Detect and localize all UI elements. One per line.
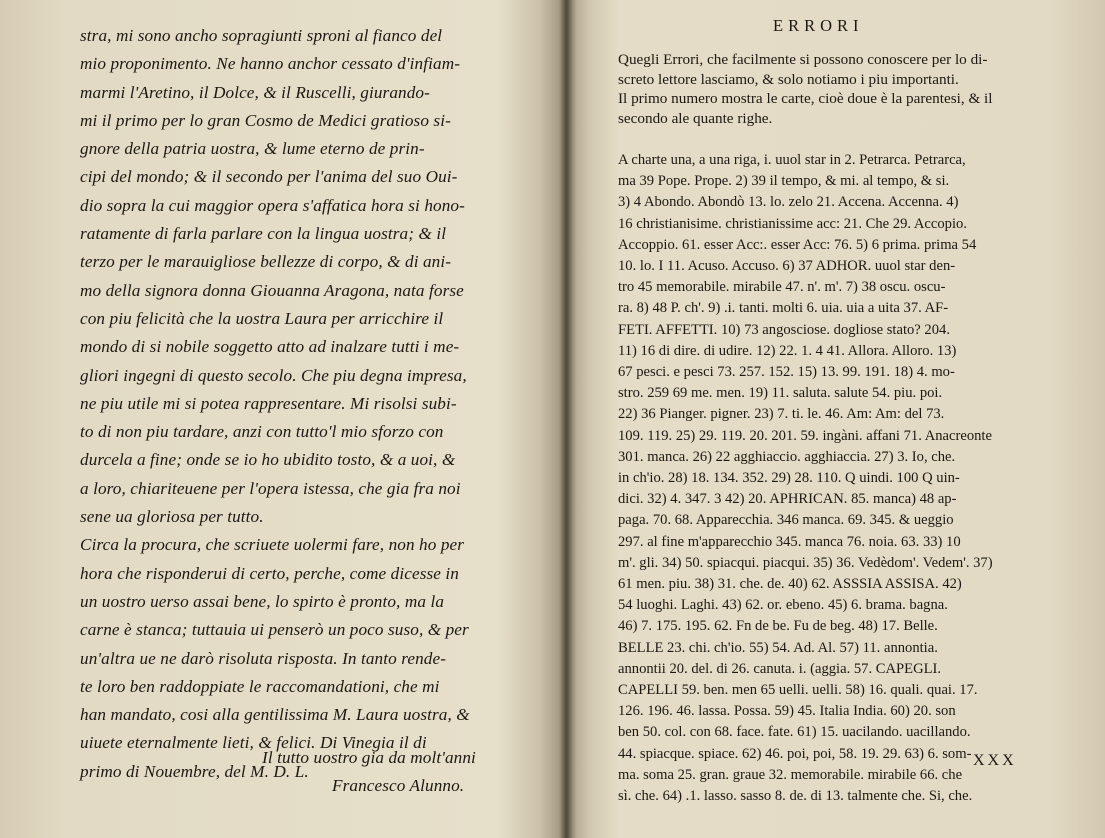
letter-line: uiuete eternalmente lieti, & felici. Di Vinegia il di [80, 733, 427, 753]
signature-line: Il tutto uostro gia da molt'anni [262, 748, 476, 767]
intro-line: Il primo numero mostra le carte, cioè doue è la parentesi, & il [618, 90, 993, 107]
letter-line: mi il primo per lo gran Cosmo de Medici gratioso si- [80, 110, 451, 130]
right-page [568, 0, 1105, 838]
errata-line: ra. 8) 48 P. ch'. 9) .i. tanti. molti 6. uia. uia a uita 37. AF- [618, 300, 949, 317]
errata-line: 126. 196. 46. lassa. Possa. 59) 45. Italia India. 60) 20. son [618, 703, 956, 720]
errata-line: Accoppio. 61. esser Acc:. esser Acc: 76. 5) 6 prima. prima 54 [618, 236, 977, 253]
errata-line: ma 39 Pope. Prope. 2) 39 il tempo, & mi. al tempo, & si. [618, 173, 950, 190]
letter-signature [262, 744, 582, 800]
errata-line: 46) 7. 175. 195. 62. Fn de be. Fu de beg. 48) 17. Belle. [618, 618, 938, 635]
errata-list [618, 150, 1093, 807]
errata-line: 3) 4 Abondo. Abondò 13. lo. zelo 21. Accena. Accenna. 4) [618, 194, 959, 211]
letter-line: mo della signora donna Giouanna Aragona, nata forse [80, 280, 464, 300]
letter-line: Circa la procura, che scriuete uolermi fare, non ho per [80, 535, 465, 555]
errata-line: m'. gli. 34) 50. spiacqui. piacqui. 35) 36. Vedèdom'. Vedem'. 37) [618, 554, 993, 571]
errata-line: annontii 20. del. di 26. canuta. i. (aggia. 57. CAPEGLI. [618, 660, 942, 677]
letter-line: dio sopra la cui maggior opera s'affatica hora si hono- [80, 195, 465, 215]
letter-line: mondo di si nobile soggetto atto ad inalzare tutti i me- [80, 337, 460, 357]
signature-name: Francesco Alunno. [332, 776, 465, 795]
letter-line: gnore della patria uostra, & lume eterno de prin- [80, 139, 425, 159]
letter-line: durcela a fine; onde se io ho ubidito tosto, & a uoi, & [80, 450, 456, 470]
letter-line: sene ua gloriosa per tutto. [80, 507, 264, 527]
errata-line: 11) 16 di dire. di udire. 12) 22. 1. 4 41. Allora. Alloro. 13) [618, 342, 957, 359]
intro-line: screto lettore lasciamo, & solo notiamo i piu importanti. [618, 70, 959, 88]
errata-line: 54 luoghi. Laghi. 43) 62. or. ebeno. 45) 6. brama. bagna. [618, 597, 948, 614]
errata-line: FETI. AFFETTI. 10) 73 angosciose. dogliose stato? 204. [618, 321, 950, 338]
errata-line: paga. 70. 68. Apparecchia. 346 manca. 69. 345. & ueggio [618, 512, 954, 529]
errata-line: 301. manca. 26) 22 agghiaccio. agghiaccia. 27) 3. Io, che. [618, 448, 956, 465]
letter-line: mio proponimento. Ne hanno anchor cessato d'infiam- [80, 54, 461, 74]
letter-text [80, 22, 525, 795]
letter-line: marmi l'Aretino, il Dolce, & il Ruscelli, giurando- [80, 82, 430, 102]
errata-line: ben 50. col. con 68. face. fate. 61) 15. uacilando. uacillando. [618, 724, 971, 741]
letter-line: te loro ben raddoppiate le raccomandationi, che mi [80, 676, 440, 696]
errata-line: 44. spiacque. spiace. 62) 46. poi, poi, 58. 19. 29. 63) 6. som- [618, 745, 972, 762]
letter-line: stra, mi sono ancho sopragiunti sproni al fianco del [80, 26, 443, 45]
errata-line: CAPELLI 59. ben. men 65 uelli. uelli. 58) 16. quali. quai. 17. [618, 682, 978, 699]
letter-line: terzo per le marauigliose bellezze di corpo, & di ani- [80, 252, 452, 272]
errata-line: stro. 259 69 me. men. 19) 11. saluta. salute 54. piu. poi. [618, 385, 943, 402]
letter-line: carne è stanca; tuttauia ui penserò un poco suso, & per [80, 620, 469, 640]
errata-line: dici. 32) 4. 347. 3 42) 20. APHRICAN. 85. manca) 48 ap- [618, 491, 957, 508]
letter-line: gliori ingegni di questo secolo. Che piu degna impresa, [80, 365, 467, 385]
letter-line: un uostro uerso assai bene, lo spirto è pronto, ma la [80, 591, 445, 611]
errata-line: 10. lo. I 11. Acuso. Accuso. 6) 37 ADHOR. uuol star den- [618, 258, 956, 275]
intro-line: Quegli Errori, che facilmente si possono conoscere per lo di- [618, 51, 988, 68]
errata-line: 109. 119. 25) 29. 119. 20. 201. 59. ingàni. affani 71. Anacreonte [618, 427, 992, 444]
page-title: ERRORI [773, 16, 864, 35]
errata-line: 297. al fine m'apparecchio 345. manca 76. noia. 63. 33) 10 [618, 533, 961, 550]
letter-line: a loro, chiariteuene per l'opera istessa, che gia fra noi [80, 478, 461, 498]
errata-line: 67 pesci. e pesci 73. 257. 152. 15) 13. 99. 191. 18) 4. mo- [618, 364, 955, 381]
signature-mark: XXX [973, 752, 1017, 769]
errata-line: in ch'io. 28) 18. 134. 352. 29) 28. 110. Q uindi. 100 Q uin- [618, 470, 960, 487]
errata-line: 61 men. piu. 38) 31. che. de. 40) 62. ASSSIA ASSISA. 42) [618, 576, 962, 593]
errata-line: sì. che. 64) .1. lasso. sasso 8. de. di 13. talmente che. Si, che. [618, 788, 973, 805]
letter-line: ratamente di farla parlare con la lingua uostra; & il [80, 224, 447, 244]
errata-line: 16 christianisime. christianissime acc: 21. Che 29. Accopio. [618, 215, 967, 232]
errata-line: 22) 36 Pianger. pigner. 23) 7. ti. le. 46. Am: Am: del 73. [618, 406, 945, 423]
errata-line: tro 45 memorabile. mirabile 47. n'. m'. 7) 38 oscu. oscu- [618, 279, 946, 296]
letter-line: con piu felicità che la uostra Laura per arricchire il [80, 308, 444, 328]
errata-line: BELLE 23. chi. ch'io. 55) 54. Ad. Al. 57) 11. annontia. [618, 639, 938, 656]
letter-line: to di non piu tardare, anzi con tutto'l mio sforzo con [80, 422, 444, 442]
letter-line: un'altra ue ne darò risoluta risposta. In tanto rende- [80, 648, 447, 668]
letter-line: cipi del mondo; & il secondo per l'anima del suo Oui- [80, 167, 458, 187]
letter-line: hora che risponderui di certo, perche, come dicesse in [80, 563, 459, 583]
letter-line: han mandato, cosi alla gentilissima M. Laura uostra, & [80, 705, 470, 725]
letter-line: ne piu utile mi si potea rappresentare. Mi risolsi subi- [80, 393, 457, 413]
letter-line: primo di Nouembre, del M. D. L. [80, 761, 309, 781]
errata-line: A charte una, a una riga, i. uuol star in 2. Petrarca. Petrarca, [618, 152, 966, 168]
errata-line: ma. soma 25. gran. graue 32. memorabile. mirabile 66. che [618, 766, 963, 783]
letter-body [80, 22, 525, 786]
intro-line: secondo ale quante righe. [618, 109, 773, 127]
errata-intro [618, 50, 1088, 128]
